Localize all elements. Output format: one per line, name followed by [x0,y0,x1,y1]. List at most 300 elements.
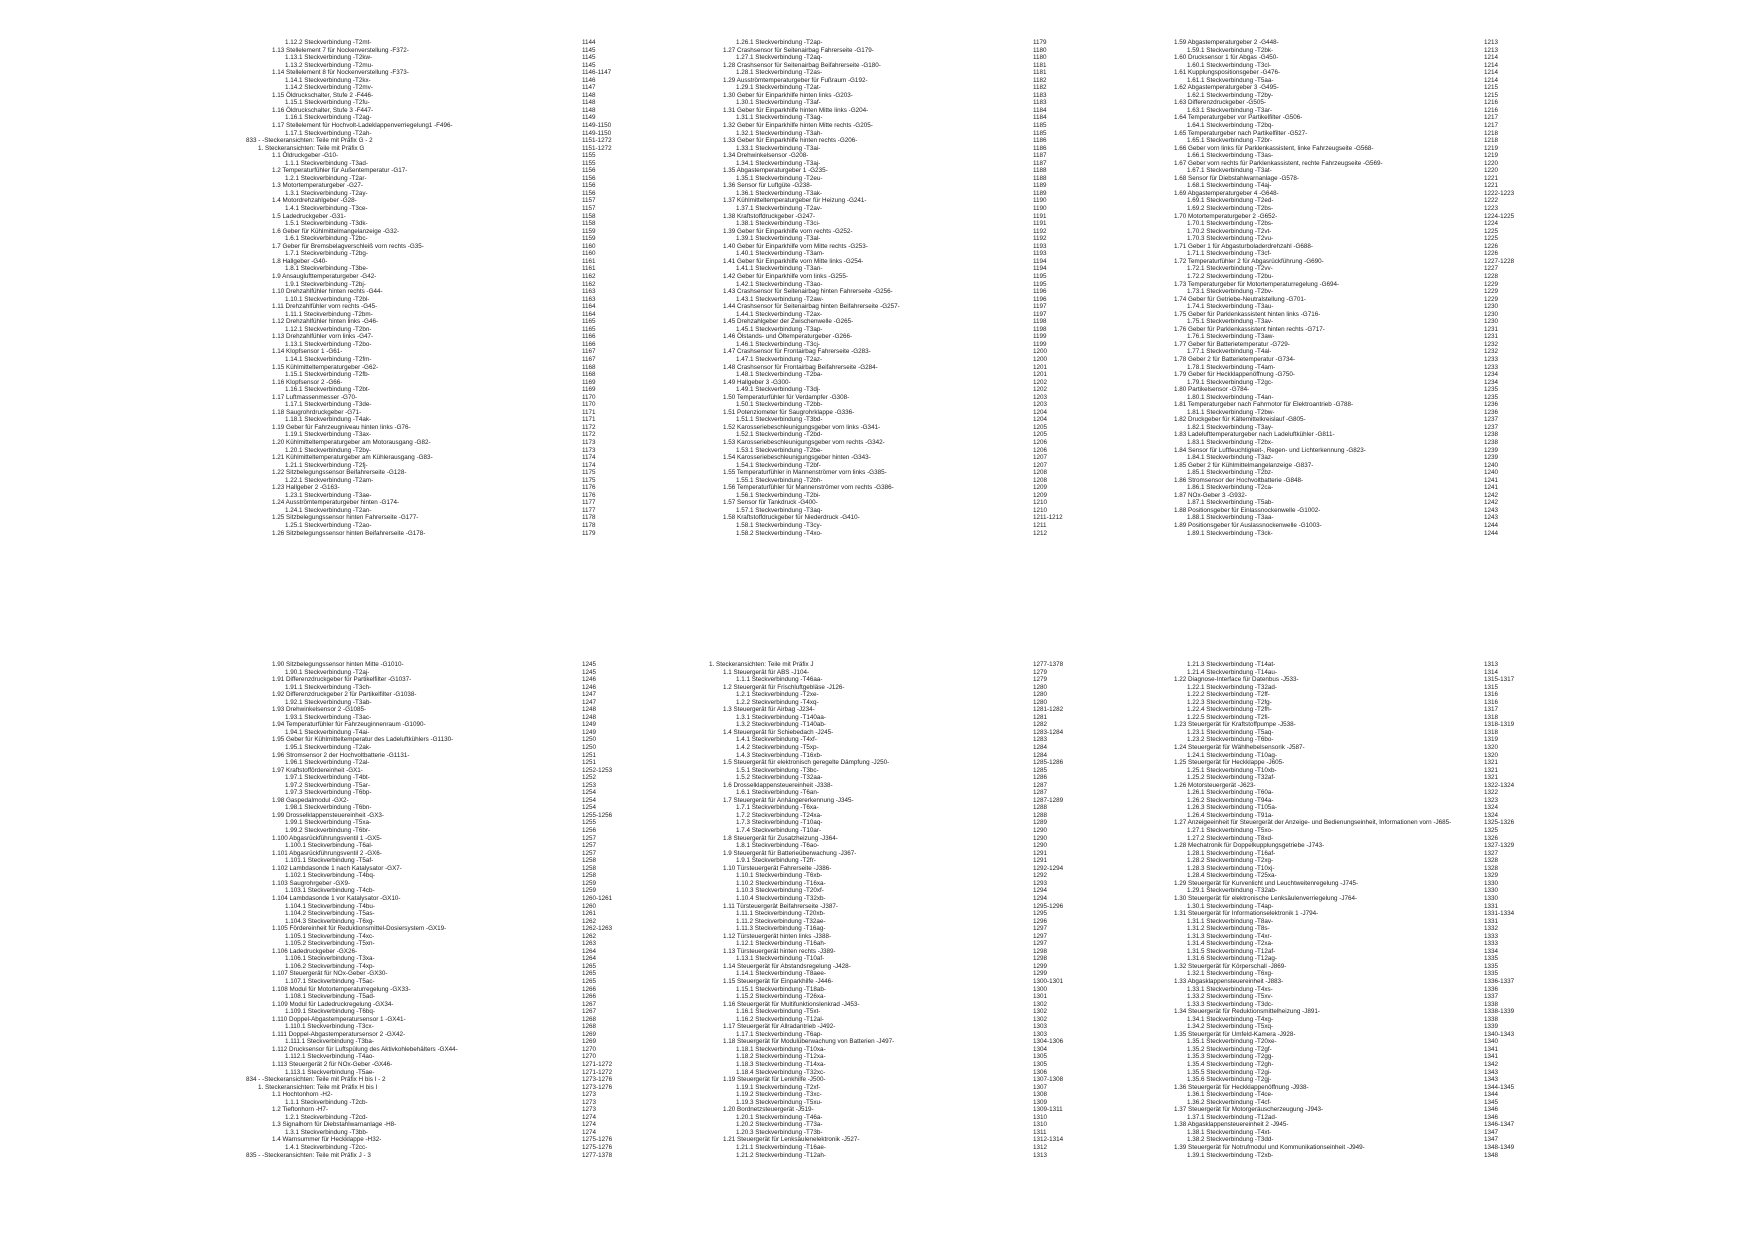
toc-entry[interactable] [246,903,766,911]
toc-entry[interactable] [697,933,1217,941]
toc-entry[interactable] [246,1046,766,1054]
toc-entry[interactable] [1148,197,1668,205]
toc-entry[interactable] [246,1121,766,1129]
toc-entry[interactable] [246,137,766,145]
toc-entry[interactable] [697,955,1217,963]
toc-entry[interactable] [697,77,1217,85]
toc-entry[interactable] [1148,175,1668,183]
toc-entry[interactable] [1148,107,1668,115]
toc-entry[interactable] [246,963,766,971]
toc-entry[interactable] [697,152,1217,160]
toc-entry[interactable] [246,872,766,880]
toc-entry[interactable] [697,1023,1217,1031]
toc-entry[interactable] [1148,789,1668,797]
toc-entry[interactable] [697,774,1217,782]
toc-entry[interactable] [246,311,766,319]
toc-entry[interactable] [697,850,1217,858]
toc-entry[interactable] [697,918,1217,926]
toc-entry[interactable] [1148,1152,1668,1160]
toc-entry[interactable] [697,69,1217,77]
toc-entry[interactable] [1148,258,1668,266]
toc-entry[interactable] [697,782,1217,790]
toc-entry[interactable] [1148,706,1668,714]
toc-entry[interactable] [1148,401,1668,409]
toc-entry[interactable] [697,797,1217,805]
toc-entry[interactable] [246,348,766,356]
toc-entry[interactable] [246,970,766,978]
toc-entry[interactable] [246,288,766,296]
toc-entry[interactable] [1148,167,1668,175]
toc-entry[interactable] [1148,409,1668,417]
toc-entry[interactable] [1148,819,1668,827]
toc-entry[interactable] [246,918,766,926]
toc-entry[interactable] [246,895,766,903]
toc-entry[interactable] [1148,918,1668,926]
toc-entry[interactable] [246,986,766,994]
toc-entry[interactable] [246,499,766,507]
toc-entry[interactable] [1148,1061,1668,1069]
toc-entry[interactable] [246,789,766,797]
toc-entry[interactable] [1148,714,1668,722]
toc-entry[interactable] [1148,661,1668,669]
toc-entry[interactable] [1148,386,1668,394]
toc-entry[interactable] [246,99,766,107]
toc-entry[interactable] [697,122,1217,130]
toc-entry[interactable] [1148,827,1668,835]
toc-entry[interactable] [246,182,766,190]
toc-entry[interactable] [697,804,1217,812]
toc-entry[interactable] [697,273,1217,281]
toc-entry[interactable] [1148,311,1668,319]
toc-entry[interactable] [1148,895,1668,903]
toc-entry[interactable] [246,767,766,775]
toc-entry[interactable] [697,865,1217,873]
toc-entry[interactable] [1148,970,1668,978]
toc-entry[interactable] [697,530,1217,538]
toc-entry[interactable] [1148,160,1668,168]
toc-entry[interactable] [1148,1069,1668,1077]
toc-entry[interactable] [246,661,766,669]
toc-entry[interactable] [697,447,1217,455]
toc-entry[interactable] [246,386,766,394]
toc-entry[interactable] [697,379,1217,387]
toc-entry[interactable] [246,318,766,326]
toc-entry[interactable] [246,447,766,455]
toc-entry[interactable] [1148,669,1668,677]
toc-entry[interactable] [1148,812,1668,820]
toc-entry[interactable] [1148,736,1668,744]
toc-entry[interactable] [697,1121,1217,1129]
toc-entry[interactable] [1148,986,1668,994]
toc-entry[interactable] [246,887,766,895]
toc-entry[interactable] [697,220,1217,228]
toc-entry[interactable] [1148,1129,1668,1137]
toc-entry[interactable] [1148,499,1668,507]
toc-entry[interactable] [246,228,766,236]
toc-entry[interactable] [697,812,1217,820]
toc-entry[interactable] [697,903,1217,911]
toc-entry[interactable] [697,699,1217,707]
toc-entry[interactable] [246,197,766,205]
toc-entry[interactable] [1148,326,1668,334]
toc-entry[interactable] [246,1001,766,1009]
toc-entry[interactable] [1148,752,1668,760]
toc-entry[interactable] [246,235,766,243]
toc-entry[interactable] [246,857,766,865]
toc-entry[interactable] [246,416,766,424]
toc-entry[interactable] [1148,92,1668,100]
toc-entry[interactable] [1148,152,1668,160]
toc-entry[interactable] [1148,318,1668,326]
toc-entry[interactable] [697,311,1217,319]
toc-entry[interactable] [1148,933,1668,941]
toc-entry[interactable] [1148,530,1668,538]
toc-entry[interactable] [246,752,766,760]
toc-entry[interactable] [246,955,766,963]
toc-entry[interactable] [246,797,766,805]
toc-entry[interactable] [697,205,1217,213]
toc-entry[interactable] [246,691,766,699]
toc-entry[interactable] [697,288,1217,296]
toc-entry[interactable] [1148,1099,1668,1107]
toc-entry[interactable] [1148,1144,1668,1152]
toc-entry[interactable] [697,175,1217,183]
toc-entry[interactable] [1148,484,1668,492]
toc-entry[interactable] [246,258,766,266]
toc-entry[interactable] [1148,1114,1668,1122]
toc-entry[interactable] [697,514,1217,522]
toc-entry[interactable] [1148,348,1668,356]
toc-entry[interactable] [697,130,1217,138]
toc-entry[interactable] [1148,925,1668,933]
toc-entry[interactable] [246,62,766,70]
toc-entry[interactable] [246,514,766,522]
toc-entry[interactable] [246,1091,766,1099]
toc-entry[interactable] [246,333,766,341]
toc-entry[interactable] [697,137,1217,145]
toc-entry[interactable] [246,910,766,918]
toc-entry[interactable] [246,469,766,477]
toc-entry[interactable] [1148,1046,1668,1054]
toc-entry[interactable] [697,145,1217,153]
toc-entry[interactable] [246,326,766,334]
toc-entry[interactable] [1148,364,1668,372]
toc-entry[interactable] [697,827,1217,835]
toc-entry[interactable] [1148,114,1668,122]
toc-entry[interactable] [697,676,1217,684]
toc-entry[interactable] [697,857,1217,865]
toc-entry[interactable] [1148,842,1668,850]
toc-entry[interactable] [246,439,766,447]
toc-entry[interactable] [1148,205,1668,213]
toc-entry[interactable] [1148,978,1668,986]
toc-entry[interactable] [1148,371,1668,379]
toc-entry[interactable] [246,54,766,62]
toc-entry[interactable] [246,454,766,462]
toc-entry[interactable] [246,782,766,790]
toc-entry[interactable] [246,1053,766,1061]
toc-entry[interactable] [1148,439,1668,447]
toc-entry[interactable] [1148,1091,1668,1099]
toc-entry[interactable] [697,228,1217,236]
toc-entry[interactable] [246,1031,766,1039]
toc-entry[interactable] [1148,47,1668,55]
toc-entry[interactable] [1148,62,1668,70]
toc-entry[interactable] [1148,684,1668,692]
toc-entry[interactable] [1148,182,1668,190]
toc-entry[interactable] [246,812,766,820]
toc-entry[interactable] [697,265,1217,273]
toc-entry[interactable] [697,1129,1217,1137]
toc-entry[interactable] [697,721,1217,729]
toc-entry[interactable] [697,1069,1217,1077]
toc-entry[interactable] [246,507,766,515]
toc-entry[interactable] [697,477,1217,485]
toc-entry[interactable] [1148,454,1668,462]
toc-entry[interactable] [697,243,1217,251]
toc-entry[interactable] [697,364,1217,372]
toc-entry[interactable] [697,213,1217,221]
toc-entry[interactable] [1148,1106,1668,1114]
toc-entry[interactable] [697,895,1217,903]
toc-entry[interactable] [246,1144,766,1152]
toc-entry[interactable] [1148,910,1668,918]
toc-entry[interactable] [1148,744,1668,752]
toc-entry[interactable] [246,729,766,737]
toc-entry[interactable] [697,160,1217,168]
toc-entry[interactable] [246,835,766,843]
toc-entry[interactable] [697,1106,1217,1114]
toc-entry[interactable] [697,333,1217,341]
toc-entry[interactable] [697,348,1217,356]
toc-entry[interactable] [697,92,1217,100]
toc-entry[interactable] [1148,782,1668,790]
toc-entry[interactable] [1148,1008,1668,1016]
toc-entry[interactable] [697,684,1217,692]
toc-entry[interactable] [697,197,1217,205]
toc-entry[interactable] [697,880,1217,888]
toc-entry[interactable] [697,1053,1217,1061]
toc-entry[interactable] [697,484,1217,492]
toc-entry[interactable] [697,767,1217,775]
toc-entry[interactable] [697,167,1217,175]
toc-entry[interactable] [697,1001,1217,1009]
toc-entry[interactable] [1148,804,1668,812]
toc-entry[interactable] [697,887,1217,895]
toc-entry[interactable] [246,522,766,530]
toc-entry[interactable] [1148,54,1668,62]
toc-entry[interactable] [697,661,1217,669]
toc-entry[interactable] [697,341,1217,349]
toc-entry[interactable] [246,107,766,115]
toc-entry[interactable] [246,1023,766,1031]
toc-entry[interactable] [246,394,766,402]
toc-entry[interactable] [1148,431,1668,439]
toc-entry[interactable] [697,925,1217,933]
toc-entry[interactable] [246,152,766,160]
toc-entry[interactable] [697,842,1217,850]
toc-entry[interactable] [1148,84,1668,92]
toc-entry[interactable] [1148,514,1668,522]
toc-entry[interactable] [697,492,1217,500]
toc-entry[interactable] [697,1114,1217,1122]
toc-entry[interactable] [246,721,766,729]
toc-entry[interactable] [697,1091,1217,1099]
toc-entry[interactable] [1148,77,1668,85]
toc-entry[interactable] [697,190,1217,198]
toc-entry[interactable] [697,729,1217,737]
toc-entry[interactable] [697,1084,1217,1092]
toc-entry[interactable] [1148,447,1668,455]
toc-entry[interactable] [697,386,1217,394]
toc-entry[interactable] [1148,379,1668,387]
toc-entry[interactable] [697,303,1217,311]
toc-entry[interactable] [697,107,1217,115]
toc-entry[interactable] [246,736,766,744]
toc-entry[interactable] [1148,492,1668,500]
toc-entry[interactable] [1148,235,1668,243]
toc-entry[interactable] [1148,767,1668,775]
toc-entry[interactable] [697,409,1217,417]
toc-entry[interactable] [1148,1016,1668,1024]
toc-entry[interactable] [697,394,1217,402]
toc-entry[interactable] [1148,835,1668,843]
toc-entry[interactable] [697,714,1217,722]
toc-entry[interactable] [697,948,1217,956]
toc-entry[interactable] [246,714,766,722]
toc-entry[interactable] [697,84,1217,92]
toc-entry[interactable] [246,47,766,55]
toc-entry[interactable] [246,774,766,782]
toc-entry[interactable] [697,759,1217,767]
toc-entry[interactable] [1148,1023,1668,1031]
toc-entry[interactable] [1148,993,1668,1001]
toc-entry[interactable] [246,978,766,986]
toc-entry[interactable] [246,160,766,168]
toc-entry[interactable] [697,318,1217,326]
toc-entry[interactable] [246,1129,766,1137]
toc-entry[interactable] [246,842,766,850]
toc-entry[interactable] [697,1099,1217,1107]
toc-entry[interactable] [246,84,766,92]
toc-entry[interactable] [246,940,766,948]
toc-entry[interactable] [1148,1053,1668,1061]
toc-entry[interactable] [697,499,1217,507]
toc-entry[interactable] [246,265,766,273]
toc-entry[interactable] [246,250,766,258]
toc-entry[interactable] [1148,948,1668,956]
toc-entry[interactable] [697,356,1217,364]
toc-entry[interactable] [1148,887,1668,895]
toc-entry[interactable] [246,925,766,933]
toc-entry[interactable] [246,1106,766,1114]
toc-entry[interactable] [246,744,766,752]
toc-entry[interactable] [246,296,766,304]
toc-entry[interactable] [697,819,1217,827]
toc-entry[interactable] [697,872,1217,880]
toc-entry[interactable] [246,530,766,538]
toc-entry[interactable] [246,424,766,432]
toc-entry[interactable] [246,1114,766,1122]
toc-entry[interactable] [246,167,766,175]
toc-entry[interactable] [1148,228,1668,236]
toc-entry[interactable] [697,736,1217,744]
toc-entry[interactable] [1148,963,1668,971]
toc-entry[interactable] [697,1144,1217,1152]
toc-entry[interactable] [697,401,1217,409]
toc-entry[interactable] [246,684,766,692]
toc-entry[interactable] [246,205,766,213]
toc-entry[interactable] [697,114,1217,122]
toc-entry[interactable] [697,1031,1217,1039]
toc-entry[interactable] [697,47,1217,55]
toc-entry[interactable] [246,1038,766,1046]
toc-entry[interactable] [697,963,1217,971]
toc-entry[interactable] [246,850,766,858]
toc-entry[interactable] [246,243,766,251]
toc-entry[interactable] [697,1016,1217,1024]
toc-entry[interactable] [697,910,1217,918]
toc-entry[interactable] [1148,243,1668,251]
toc-entry[interactable] [697,182,1217,190]
toc-entry[interactable] [1148,865,1668,873]
toc-entry[interactable] [246,1136,766,1144]
toc-entry[interactable] [1148,296,1668,304]
toc-entry[interactable] [697,1046,1217,1054]
toc-entry[interactable] [1148,699,1668,707]
toc-entry[interactable] [1148,1084,1668,1092]
toc-entry[interactable] [697,752,1217,760]
toc-entry[interactable] [246,462,766,470]
toc-entry[interactable] [1148,356,1668,364]
toc-entry[interactable] [1148,145,1668,153]
toc-entry[interactable] [246,175,766,183]
toc-entry[interactable] [697,940,1217,948]
toc-entry[interactable] [246,1008,766,1016]
toc-entry[interactable] [246,676,766,684]
toc-entry[interactable] [1148,137,1668,145]
toc-entry[interactable] [246,669,766,677]
toc-entry[interactable] [246,401,766,409]
toc-entry[interactable] [1148,955,1668,963]
toc-entry[interactable] [697,469,1217,477]
toc-entry[interactable] [1148,1001,1668,1009]
toc-entry[interactable] [246,77,766,85]
toc-entry[interactable] [246,431,766,439]
toc-entry[interactable] [697,296,1217,304]
toc-entry[interactable] [1148,288,1668,296]
toc-entry[interactable] [1148,729,1668,737]
toc-entry[interactable] [697,1008,1217,1016]
toc-entry[interactable] [246,371,766,379]
toc-entry[interactable] [246,1061,766,1069]
toc-entry[interactable] [1148,676,1668,684]
toc-entry[interactable] [246,1016,766,1024]
toc-entry[interactable] [246,865,766,873]
toc-entry[interactable] [246,213,766,221]
toc-entry[interactable] [246,303,766,311]
toc-entry[interactable] [697,744,1217,752]
toc-entry[interactable] [697,371,1217,379]
toc-entry[interactable] [1148,1121,1668,1129]
toc-entry[interactable] [1148,303,1668,311]
toc-entry[interactable] [697,986,1217,994]
toc-entry[interactable] [1148,872,1668,880]
toc-entry[interactable] [1148,522,1668,530]
toc-entry[interactable] [697,250,1217,258]
toc-entry[interactable] [697,439,1217,447]
toc-entry[interactable] [1148,880,1668,888]
